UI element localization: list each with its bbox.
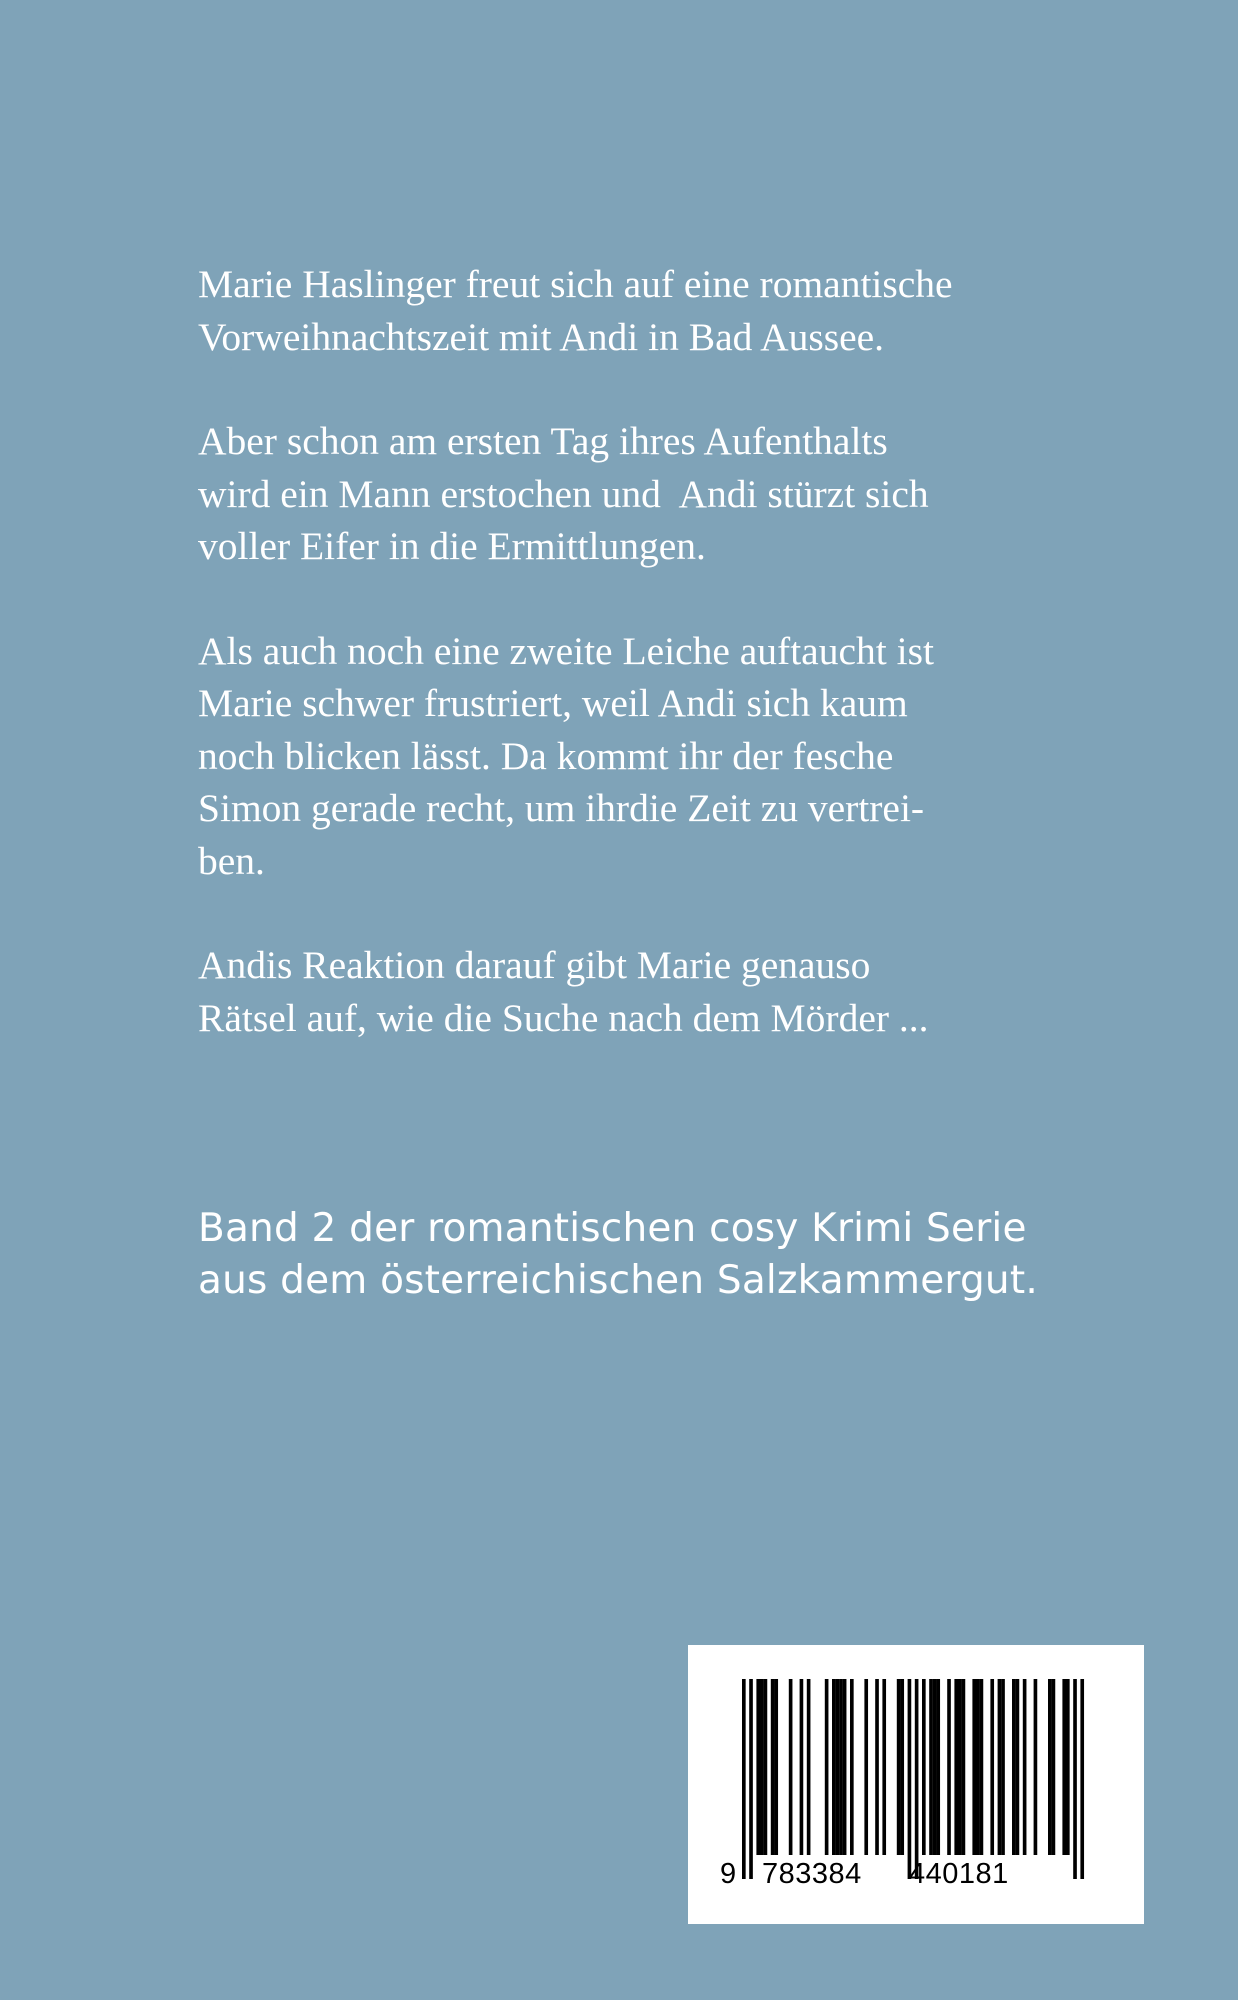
barcode-bar (976, 1679, 980, 1855)
blurb-line: Als auch noch eine zweite Leiche auftaucht ist (198, 628, 934, 673)
barcode-bar (882, 1679, 886, 1855)
isbn-barcode (688, 1645, 1144, 1924)
barcode-bar (774, 1679, 778, 1855)
barcode-bar (1073, 1679, 1077, 1879)
barcode-bar (954, 1679, 958, 1855)
barcode-bar (764, 1679, 768, 1855)
blurb-line: noch blicken lässt. Da kommt ihr der fesche (198, 733, 894, 778)
barcode-bar (1062, 1679, 1066, 1855)
barcode-bar (1066, 1679, 1070, 1855)
barcode-bar (936, 1679, 940, 1855)
barcode-bar (1048, 1679, 1052, 1855)
barcode-bar (742, 1679, 746, 1879)
blurb-line: Simon gerade recht, um ihrdie Zeit zu vertrei- (198, 786, 925, 830)
barcode-bar (800, 1679, 804, 1855)
blurb-line: Rätsel auf, wie die Suche nach dem Mörder ... (198, 995, 929, 1040)
barcode-bar (749, 1679, 753, 1879)
barcode-bar (990, 1679, 994, 1855)
barcode-bar (1023, 1679, 1027, 1855)
barcode-bar (922, 1679, 926, 1855)
barcode-bar (933, 1679, 937, 1855)
barcode-bar (1001, 1679, 1005, 1855)
barcode-bar (807, 1679, 811, 1855)
barcode-bar (947, 1679, 951, 1855)
barcode-right-digits: 440181 (909, 1858, 1009, 1890)
barcode-bar (839, 1679, 843, 1855)
barcode-bar (1052, 1679, 1056, 1855)
barcode-bar (998, 1679, 1002, 1855)
blurb-line: Marie Haslinger freut sich auf eine romantische (198, 262, 953, 306)
barcode-first-digit: 9 (720, 1858, 737, 1890)
barcode-bar (962, 1679, 966, 1855)
barcode-bar (1012, 1679, 1016, 1855)
barcode-bar (832, 1679, 836, 1855)
blurb-paragraph-3 (198, 625, 1098, 888)
barcode-bar (836, 1679, 840, 1855)
barcode-bar (825, 1679, 829, 1855)
barcode-bar (900, 1679, 904, 1855)
barcode-bar (875, 1679, 879, 1855)
series-tagline (198, 1203, 1118, 1307)
barcode-bar (1034, 1679, 1038, 1855)
barcode-bar (929, 1679, 933, 1855)
barcode-bar (843, 1679, 847, 1855)
blurb-line: wird ein Mann erstochen und Andi stürzt sich (198, 471, 929, 516)
blurb-line: Vorweihnachtszeit mit Andi in Bad Aussee. (198, 314, 885, 359)
barcode-bar (908, 1679, 912, 1879)
blurb-line: Aber schon am ersten Tag ihres Aufenthalts (198, 419, 888, 463)
barcode-bar (958, 1679, 962, 1855)
blurb-paragraph-1 (198, 258, 1098, 363)
tagline-line: Band 2 der romantischen cosy Krimi Serie (198, 1206, 1027, 1251)
barcode-bar (972, 1679, 976, 1855)
tagline-line: aus dem österreichischen Salzkammergut. (198, 1258, 1038, 1303)
barcode-bar (915, 1679, 919, 1879)
blurb-line: Andis Reaktion darauf gibt Marie genauso (198, 943, 871, 987)
blurb-paragraph-4 (198, 939, 1098, 1044)
barcode-bar (771, 1679, 775, 1855)
blurb-line: voller Eifer in die Ermittlungen. (198, 524, 706, 568)
barcode-left-digits: 783384 (762, 1858, 862, 1890)
barcode-bar (864, 1679, 868, 1855)
blurb-text (198, 258, 1098, 1096)
blurb-line: ben. (198, 838, 265, 883)
barcode-bar (897, 1679, 901, 1855)
barcode-bar (789, 1679, 793, 1855)
barcode-bar (760, 1679, 764, 1855)
barcode-bar (1080, 1679, 1084, 1879)
blurb-line: Marie schwer frustriert, weil Andi sich kaum (198, 681, 908, 725)
barcode-bar (980, 1679, 984, 1855)
blurb-paragraph-2 (198, 415, 1098, 573)
barcode-bar (756, 1679, 760, 1855)
barcode-bar (1016, 1679, 1020, 1855)
barcode-bar (850, 1679, 854, 1855)
